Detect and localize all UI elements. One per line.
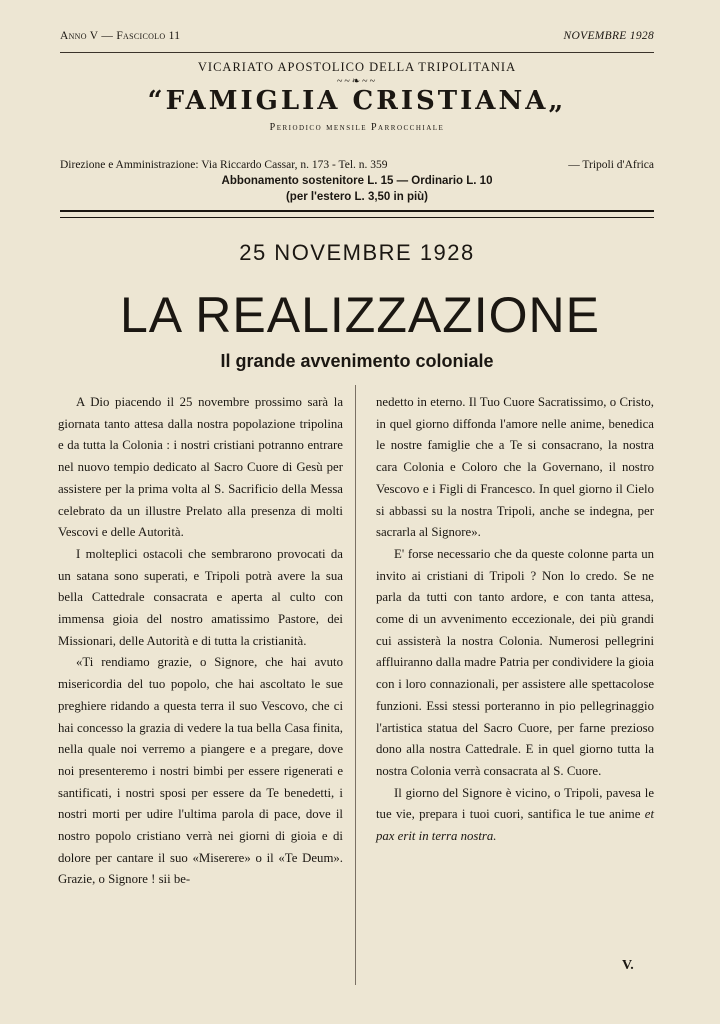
left-column — [58, 392, 343, 891]
article-subtitle: Il grande avvenimento coloniale — [220, 351, 494, 371]
journal-subtitle: Periodico mensile Parrocchiale — [269, 122, 445, 133]
direction-line — [60, 159, 654, 171]
column-divider — [355, 385, 356, 985]
issue-month: NOVEMBRE 1928 — [563, 30, 654, 42]
masthead-double-rule — [60, 210, 654, 218]
subscription-line: Abbonamento sostenitore L. 15 — Ordinario L. 10 — [221, 175, 493, 187]
vicariato-line: VICARIATO APOSTOLICO DELLA TRIPOLITANIA — [197, 60, 517, 74]
foreign-subscription-line: (per l'estero L. 3,50 in più) — [285, 191, 429, 203]
closing-text: Il giorno del Signore è vicino, o Tripoli, pavesa le tue vie, prepara i tuoi cuori, santifica le tue anime — [376, 785, 654, 822]
article-title: LA REALIZZAZIONE — [119, 287, 600, 343]
paragraph: I molteplici ostacoli che sembrarono provocati da un satana sono superati, e Tripoli potrà avere la sua bella Cattedrale consacrata e aperta al culto con immensa gioia del nostro amatissimo Pastore, dei Missionari, delle Autorità e di tutta la cristianità. — [58, 546, 343, 648]
right-column — [376, 392, 654, 848]
closing-paragraph — [376, 783, 654, 848]
issue-number: Anno V — Fascicolo 11 — [60, 30, 181, 42]
direction-place: — Tripoli d'Africa — [568, 159, 654, 171]
paragraph: «Ti rendiamo grazie, o Signore, che hai avuto misericordia del tuo popolo, che hai ascoltato le sue preghiere ridando a questa terra il suo Vescovo, che ci hai concesso la grazia di vedere la tua bella Casa finita, nella quale noi verremo a piangere e a pregare, dove noi presenteremo i nostri bimbi per essere rigenerati e santificati, i nostri sposi per essere da Te benedetti, i nostri morti per udire l'ultima parola di pace, dove il nostro popolo cristiano verrà nei giorni di gioia e di dolore per cantare il suo «Miserere» o il «Te Deum». Grazie, o Signore ! sii be- — [58, 655, 343, 887]
paragraph-continuation: nedetto in eterno. Il Tuo Cuore Sacratissimo, o Cristo, in quel giorno diffonda l'amore nelle anime, benedica le nostre famiglie che a Te si consacrano, la nostra cara Colonia e Coloro che la Governano, il nostro Vescovo e i Figli di Francesco. In quel giorno il Cielo si abbassi su la nostra Tripoli, anche se indegna, per sacrarla al Signore». — [376, 395, 654, 540]
header-rule — [60, 52, 654, 53]
ornament-divider: ~~❧~~ — [336, 76, 378, 87]
closing-latin-phrase: et pax erit in terra nostra. — [376, 807, 655, 844]
paragraph: A Dio piacendo il 25 novembre prossimo sarà la giornata tanto attesa dalla nostra popolazione tripolina e da tutta la Colonia : i nostri cristiani potranno entrare nel nuovo tempio dedicato al Sacro Cuore di Gesù per assistere per la prima volta al S. Sacrificio della Messa celebrato da un illustre Prelato alla presenza di molti Vescovi e delle Autorità. — [58, 395, 343, 540]
direction-address: Direzione e Amministrazione: Via Riccardo Cassar, n. 173 - Tel. n. 359 — [60, 159, 388, 171]
article-date: 25 NOVEMBRE 1928 — [239, 240, 475, 265]
paragraph: E' forse necessario che da queste colonne parta un invito ai cristiani di Tripoli ? Non lo credo. Se ne parla da tutti con tanto ardore, e con tanta attesa, come di un avvenimento eccezionale, dei più grandi cui assisterà la nostra Colonia. Numerosi pellegrini affluiranno dalla madre Patria per condividere la gioia con i loro connazionali, per assistere alle spettacolose funzioni. Essi stessi porteranno in pio pellegrinaggio l'artistica statua del Sacro Cuore, per farne prezioso dono alla nostra Cattedrale. E in quel giorno tutta la nostra Colonia verrà consacrata al S. Cuore. — [376, 546, 654, 778]
author-signature: V. — [622, 958, 634, 973]
issue-line — [60, 30, 654, 42]
journal-title: “FAMIGLIA CRISTIANA„ — [147, 86, 567, 116]
